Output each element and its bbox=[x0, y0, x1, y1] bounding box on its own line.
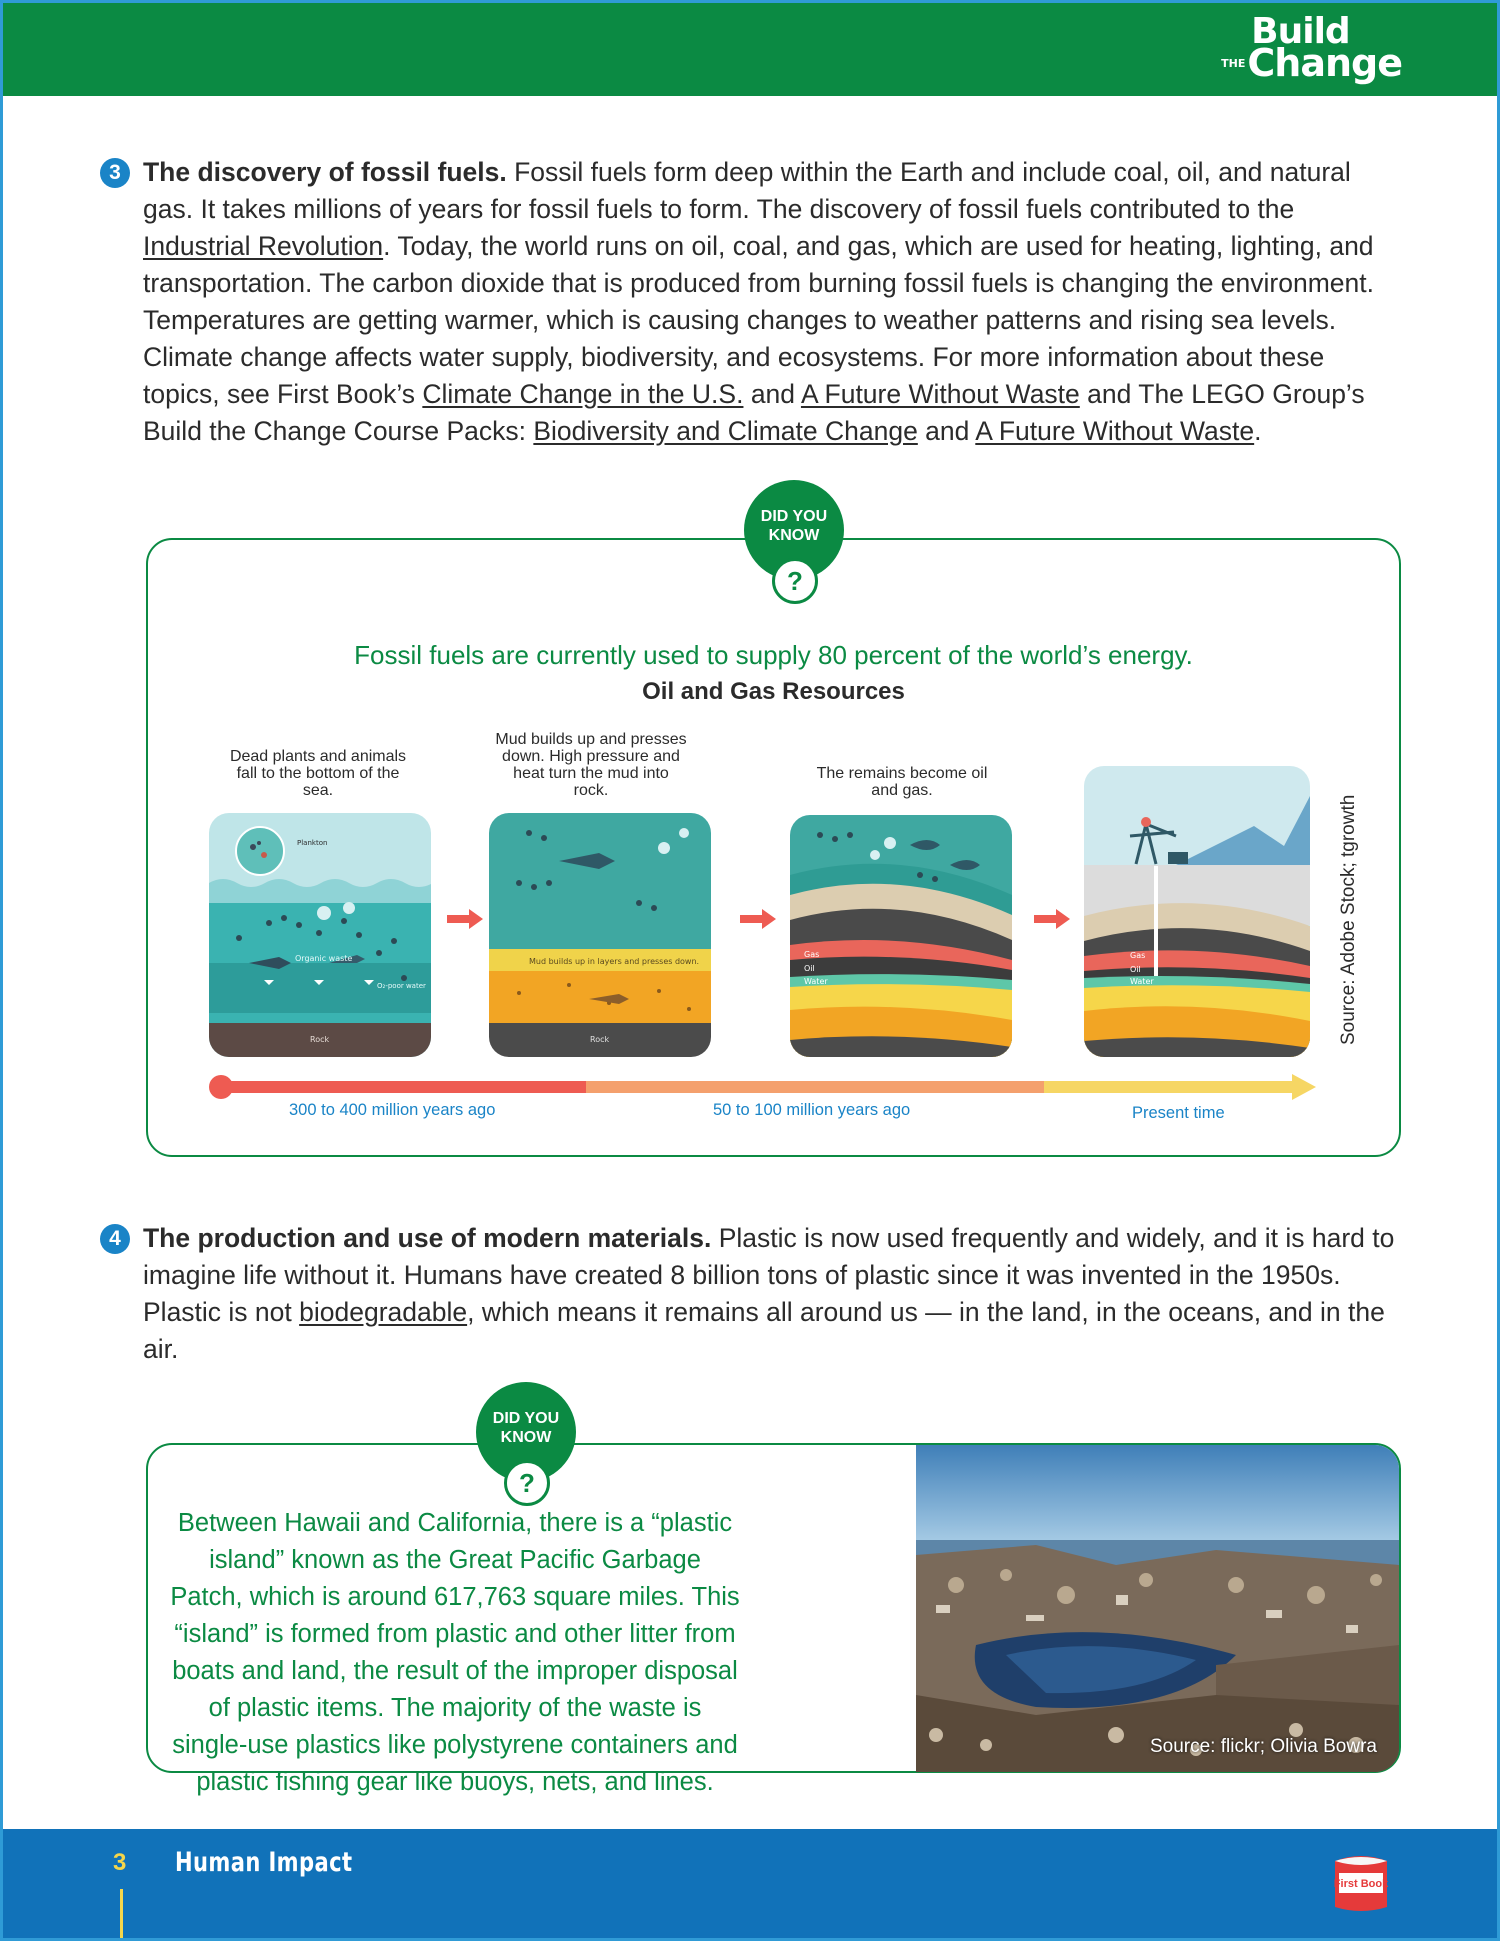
dyk-2-badge-line2: KNOW bbox=[500, 1429, 552, 1446]
section-4-text-a: Plastic is now used frequently and widely, and it is hard to imagine life without it. Humans have created 8 billion tons of plastic since it was invented in the 1950s. Plastic is not bbox=[143, 1223, 1395, 1327]
logo-small: THE bbox=[1221, 56, 1246, 70]
section-3-text-a: Fossil fuels form deep within the Earth and include coal, oil, and natural gas. It takes millions of years for fossil fuels to form. The discovery of fossil fuels contributed to the bbox=[143, 157, 1351, 224]
build-the-change-logo bbox=[1221, 11, 1402, 85]
section-4-number: 4 bbox=[100, 1224, 130, 1254]
step-3-caption: The remains become oil and gas. bbox=[816, 765, 988, 799]
label-rock-2: Rock bbox=[590, 1035, 610, 1044]
section-4-text-b: , which means it remains all around us — in the land, in the oceans, and in the air. bbox=[143, 1297, 1385, 1364]
panel-mud-builds-up bbox=[489, 813, 711, 1057]
first-book-logo-text: First Book bbox=[1333, 1878, 1389, 1890]
label-gas-4: Gas bbox=[1130, 951, 1146, 960]
label-plankton: Plankton bbox=[297, 839, 328, 847]
timeline-label-1: 300 to 400 million years ago bbox=[289, 1101, 496, 1119]
label-water-3: Water bbox=[804, 977, 828, 986]
link-biodiversity-climate[interactable]: Biodiversity and Climate Change bbox=[533, 416, 918, 446]
panel-oil-and-gas bbox=[790, 815, 1012, 1057]
footer-bar bbox=[0, 1829, 1500, 1941]
label-oil-3: Oil bbox=[804, 964, 815, 973]
timeline-label-2: 50 to 100 million years ago bbox=[713, 1101, 911, 1119]
label-water-4: Water bbox=[1130, 977, 1154, 986]
section-4-title: The production and use of modern materials. bbox=[143, 1223, 712, 1253]
section-3-text-e: and bbox=[917, 416, 976, 446]
logo-line1: Build bbox=[1251, 11, 1350, 52]
section-3-paragraph bbox=[143, 154, 1405, 450]
footer-divider bbox=[120, 1889, 123, 1939]
step-2-caption: Mud builds up and presses down. High pressure and heat turn the mud into rock. bbox=[495, 731, 687, 799]
section-3-text-c: and bbox=[743, 379, 801, 409]
link-future-without-waste-2[interactable]: A Future Without Waste bbox=[975, 416, 1255, 446]
label-organic-waste: Organic waste bbox=[295, 954, 353, 963]
question-mark-icon: ? bbox=[772, 558, 818, 604]
logo-line2: Change bbox=[1247, 41, 1402, 85]
chart-source-credit: Source: Adobe Stock; tgrowth bbox=[1338, 794, 1359, 1045]
dyk-1-statement: Fossil fuels are currently used to supply 80 percent of the world’s energy. bbox=[354, 640, 1193, 670]
dyk-2-badge-line1: DID YOU bbox=[492, 1410, 560, 1427]
link-climate-change-us[interactable]: Climate Change in the U.S. bbox=[422, 379, 744, 409]
header-bar bbox=[0, 0, 1500, 96]
section-3-text-d: and The LEGO Group’s Build the Change Course Packs: bbox=[143, 379, 1365, 446]
arrow-right-icon-1 bbox=[447, 909, 483, 929]
arrow-right-icon-2 bbox=[740, 909, 776, 929]
label-oil-4: Oil bbox=[1130, 965, 1141, 974]
label-gas-3: Gas bbox=[804, 950, 820, 959]
panel-3-illustration bbox=[790, 815, 1012, 1057]
step-1-caption: Dead plants and animals fall to the bottom of the sea. bbox=[229, 748, 407, 799]
question-mark-icon: ? bbox=[504, 1460, 550, 1506]
did-you-know-badge-2 bbox=[476, 1382, 576, 1498]
garbage-patch-photo bbox=[916, 1445, 1399, 1772]
did-you-know-box-2 bbox=[146, 1443, 1401, 1796]
dyk-1-badge-line1: DID YOU bbox=[760, 508, 828, 525]
section-3-text-b: . Today, the world runs on oil, coal, and gas, which are used for heating, lighting, and transportation. The carbon dioxide that is produced from burning fossil fuels is changing the environment. Temperatures are getting warmer, which is causing changes to weather patterns and rising sea levels. Climate change affects water supply, biodiversity, and ecosystems. For more information about these topics, see First Book’s bbox=[143, 231, 1374, 409]
link-industrial-revolution[interactable]: Industrial Revolution bbox=[143, 231, 384, 261]
panel-4-illustration bbox=[1084, 766, 1310, 1057]
photo-credit: Source: flickr; Olivia Bowra bbox=[1149, 1736, 1377, 1757]
link-future-without-waste-1[interactable]: A Future Without Waste bbox=[800, 379, 1080, 409]
dyk-1-badge-line2: KNOW bbox=[768, 527, 820, 544]
timeline-label-3: Present time bbox=[1132, 1104, 1225, 1122]
garbage-patch-image bbox=[916, 1445, 1399, 1772]
label-mud-layers: Mud builds up in layers and presses down. bbox=[529, 957, 700, 966]
link-biodegradable[interactable]: biodegradable bbox=[299, 1297, 468, 1327]
panel-dead-plants-animals bbox=[209, 813, 431, 1057]
section-4-paragraph bbox=[143, 1220, 1405, 1368]
label-o2-poor: O₂-poor water bbox=[377, 982, 426, 990]
panel-1-illustration bbox=[209, 813, 431, 1057]
did-you-know-badge-1 bbox=[744, 480, 844, 596]
page-number: 3 bbox=[113, 1849, 127, 1876]
dyk-2-text: Between Hawaii and California, there is a “plastic island” known as the Great Pacific Garbage Patch, which is around 617,763 square miles. This “island” is formed from plastic and other litter from boats and land, the result of the improper disposal of plastic items. The majority of the waste is single-use plastics like polystyrene containers and plastic fishing gear like buoys, nets, and lines. bbox=[170, 1509, 740, 1796]
section-3-number: 3 bbox=[100, 158, 130, 188]
section-3-title: The discovery of fossil fuels. bbox=[143, 157, 507, 187]
section-3-text-f: . bbox=[1254, 416, 1262, 446]
label-rock-1: Rock bbox=[310, 1035, 330, 1044]
footer-title: Human Impact bbox=[175, 1847, 353, 1878]
first-book-logo bbox=[1327, 1853, 1395, 1915]
chart-title: Oil and Gas Resources bbox=[642, 678, 905, 705]
timeline-arrow bbox=[208, 1072, 1320, 1102]
panel-present-time bbox=[1084, 766, 1310, 1057]
panel-2-illustration bbox=[489, 813, 711, 1057]
arrow-right-icon-3 bbox=[1034, 909, 1070, 929]
